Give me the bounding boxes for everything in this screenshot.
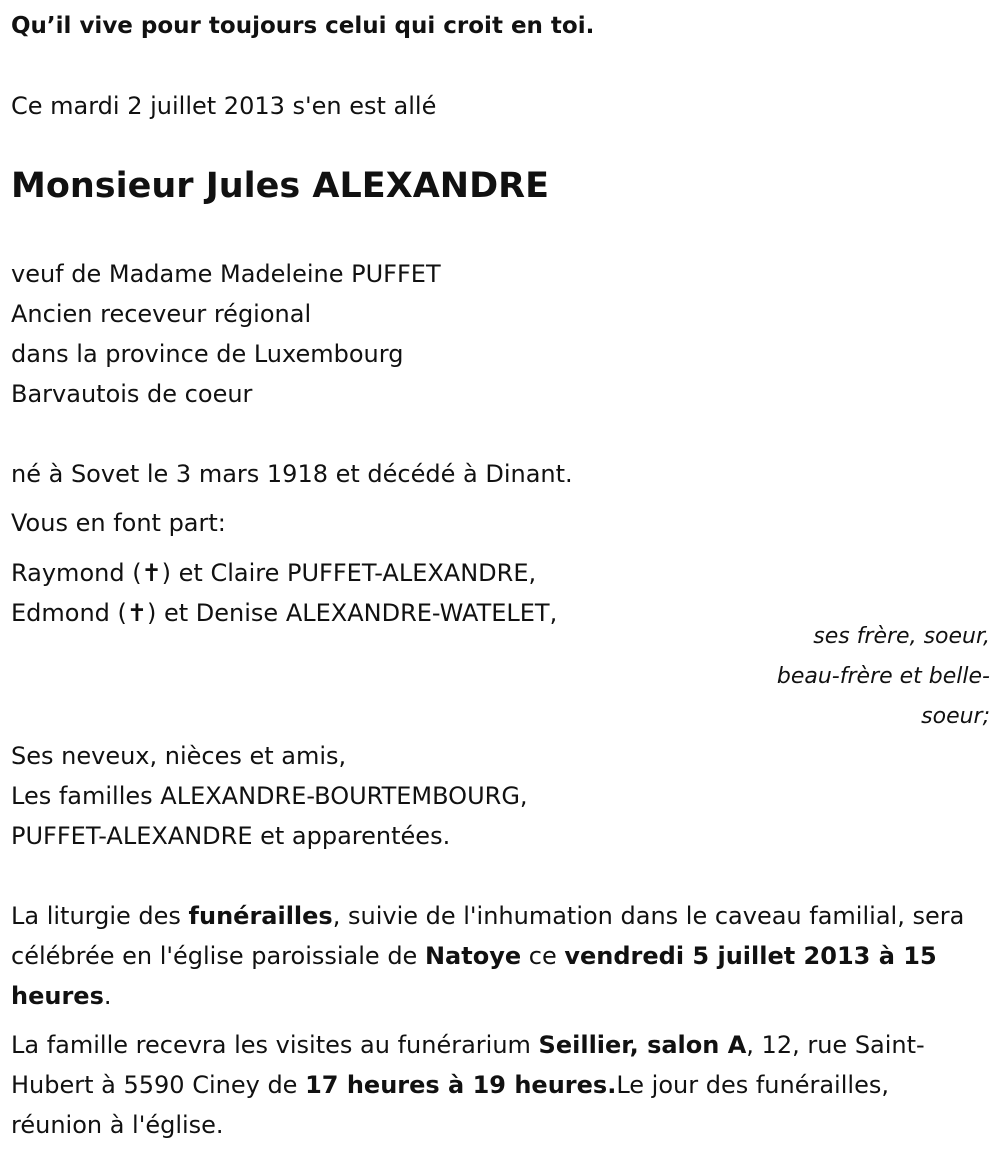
vous-en-font-part: Vous en font part: (11, 509, 226, 537)
others-line: Les familles ALEXANDRE-BOURTEMBOURG, (11, 782, 528, 810)
family-line: Edmond (✝) et Denise ALEXANDRE-WATELET, (11, 599, 558, 627)
funeral-date: vendredi 5 juillet 2013 à 15 heures (11, 942, 937, 1010)
family-relation-line: ses frère, soeur, (813, 624, 990, 649)
funeral-keyword: funérailles (188, 902, 333, 930)
funerarium-name: Seillier, salon A (538, 1031, 747, 1059)
bio-line: dans la province de Luxembourg (11, 340, 404, 368)
epigraph: Qu’il vive pour toujours celui qui croit en toi. (11, 13, 595, 39)
visits-paragraph: La famille recevra les visites au funérarium Seillier, salon A, 12, rue Saint-Hubert à 5590 Ciney de 17 heures à 19 heures.Le jour des funérailles, réunion à l'église. (11, 1031, 925, 1139)
deceased-name: Monsieur Jules ALEXANDRE (11, 166, 549, 206)
bio-line: Barvautois de coeur (11, 380, 253, 408)
bio-line: veuf de Madame Madeleine PUFFET (11, 260, 441, 288)
family-relation-line: beau-frère et belle- (776, 664, 990, 689)
announcement: Ce mardi 2 juillet 2013 s'en est allé (11, 92, 437, 120)
visit-hours: 17 heures à 19 heures. (305, 1071, 617, 1099)
bio-line: Ancien receveur régional (11, 300, 312, 328)
funeral-paragraph: La liturgie des funérailles, suivie de l'inhumation dans le caveau familial, sera célébrée en l'église paroissiale de Natoye ce vendredi 5 juillet 2013 à 15 heures. (11, 902, 965, 1010)
family-relation-line: soeur; (921, 704, 990, 729)
family-line: Raymond (✝) et Claire PUFFET-ALEXANDRE, (11, 559, 537, 587)
birth-death: né à Sovet le 3 mars 1918 et décédé à Dinant. (11, 460, 573, 488)
others-line: PUFFET-ALEXANDRE et apparentées. (11, 822, 451, 850)
others-line: Ses neveux, nièces et amis, (11, 742, 347, 770)
funeral-location: Natoye (424, 942, 522, 970)
